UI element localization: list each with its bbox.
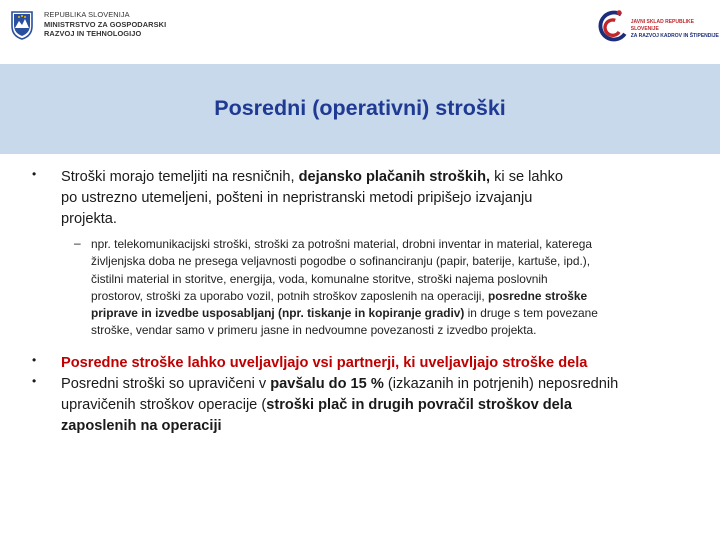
agency-line-2: ZA RAZVOJ KADROV IN ŠTIPENDIJE <box>630 32 719 39</box>
bullet-3-text-a: Posredni stroški so upravičeni v <box>61 376 271 392</box>
bullet-dot-2: • <box>32 353 37 367</box>
ministry-line-1: REPUBLIKA SLOVENIJA <box>44 10 130 19</box>
sub-line-4b: posredne stroške <box>488 288 588 303</box>
agency-logo <box>596 8 720 50</box>
bullet-2: Posredne stroške lahko uveljavljajo vsi partnerji, ki uveljavljajo stroške dela <box>61 355 588 371</box>
bullet-3-line-2b: stroški plač in drugih povračil stroškov dela <box>266 397 572 413</box>
agency-swirl-icon <box>596 8 629 50</box>
bullet-3-line-3: zaposlenih na operaciji <box>61 418 222 434</box>
bullet-1-bold: dejansko plačanih stroških, <box>298 169 491 185</box>
ministry-line-3: RAZVOJ IN TEHNOLOGIJO <box>44 29 142 39</box>
slide-title: Posredni (operativni) stroški <box>214 96 506 120</box>
sub-dash: – <box>74 236 81 250</box>
sub-line-5b: in druge s tem povezane <box>464 306 598 321</box>
sub-line-2: življenjska doba ne presega veljavnosti pogodbe o sofinanciranju (papir, baterije, kartuše, ipd.), <box>91 254 591 269</box>
bullet-1-line-3: projekta. <box>61 211 117 227</box>
sub-line-3: čistilni material in storitve, energija, voda, komunalne storitve, stroški najema poslovnih <box>91 271 548 286</box>
sub-line-4a: prostorov, stroški za uporabo vozil, potnih stroškov zaposlenih na operaciji, <box>91 288 488 303</box>
header <box>0 0 720 64</box>
ministry-logo <box>10 10 166 40</box>
bullet-3-text-b: (izkazanih in potrjenih) neposrednih <box>383 376 619 392</box>
coat-of-arms-icon <box>10 10 34 40</box>
ministry-line-2: MINISTRSTVO ZA GOSPODARSKI <box>44 19 167 29</box>
bullet-3-bold-1: pavšalu do 15 % <box>270 376 384 392</box>
bullet-dot-3: • <box>32 374 37 388</box>
bullet-1-text-a: Stroški morajo temeljiti na resničnih, <box>61 169 299 185</box>
sub-line-1: npr. telekomunikacijski stroški, stroški za potrošni material, drobni inventar in material, katerega <box>91 237 592 251</box>
bullet-3 <box>61 374 711 437</box>
bullet-dot-1: • <box>32 167 37 181</box>
sub-bullet <box>91 236 691 340</box>
bullet-1-line-2: po ustrezno utemeljeni, pošteni in nepristranski metodi pripišejo izvajanju <box>61 190 533 206</box>
sub-line-6: stroške, vendar samo v primeru jasne in nedvoumne povezanosti z izvedbo projekta. <box>91 323 537 338</box>
bullet-1 <box>61 167 701 230</box>
title-bar <box>0 64 720 154</box>
agency-line-1: JAVNI SKLAD REPUBLIKE SLOVENIJE <box>630 18 694 32</box>
bullet-1-text-b: ki se lahko <box>490 169 564 185</box>
bullet-3-line-2a: upravičenih stroškov operacije ( <box>61 397 267 413</box>
sub-line-5a: priprave in izvedbe usposabljanj (npr. tiskanje in kopiranje gradiv) <box>91 306 465 321</box>
